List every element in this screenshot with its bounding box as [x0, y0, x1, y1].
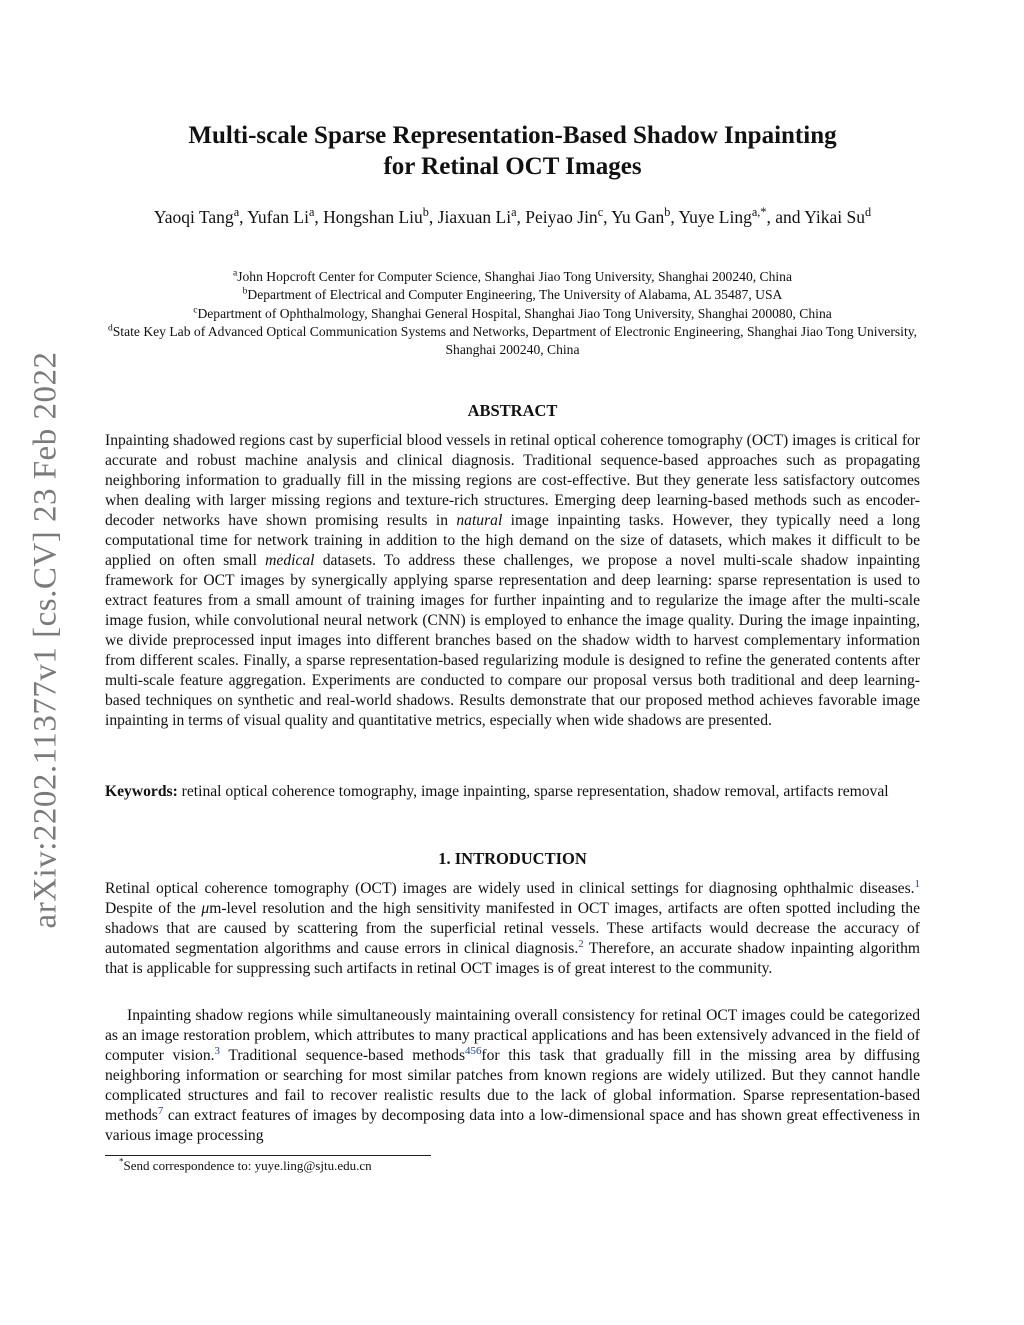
text-span: datasets. To address these challenges, we propose a novel multi-scale shadow inpainting framework for OCT images by synergically applying sparse representation and deep learning: sparse representation is used to extract features from a small amount of training images for further inpainting and to regularize the image after the multi-scale image fusion, while convolutional neural network (CNN) is employed to enhance the image quality. During the image inpainting, we divide preprocessed input images into different branches based on the shadow width to harvest complementary information from different scales. Finally, a sparse representation-based regularizing module is designed to refine the generated contents after multi-scale feature aggregation. Experiments are conducted to compare our proposal versus both traditional and deep learning-based techniques on synthetic and real-world shadows. Results demonstrate that our proposed method achieves favorable image inpainting in terms of visual quality and quantitative metrics, especially when wide shadows are presented. [105, 552, 920, 729]
text-span: μ [201, 900, 210, 917]
text-span: State Key Lab of Advanced Optical Communication Systems and Networks, Department of Electronic Engineering, Shanghai Jiao Tong University, Shanghai 200240, China [112, 323, 918, 358]
abstract-heading: ABSTRACT [467, 401, 558, 420]
affiliation [105, 305, 920, 323]
text-span: retinal optical coherence tomography, image inpainting, sparse representation, shadow removal, artifacts removal [177, 783, 889, 800]
abstract-text [105, 431, 920, 731]
footnote [105, 1158, 372, 1174]
text-span: d [864, 205, 872, 220]
text-span: b [422, 205, 429, 220]
intro-paragraph-1 [105, 879, 920, 979]
text-span: , Yu Gan [603, 207, 665, 227]
text-span: Despite of the [105, 900, 202, 917]
text-span: a [233, 205, 240, 220]
title-line: for Retinal OCT Images [383, 153, 642, 180]
affiliation [105, 286, 920, 304]
citation-ref: 456 [465, 1044, 482, 1057]
footnote-rule [105, 1155, 431, 1156]
paper-title [105, 120, 920, 182]
text-span: a,* [751, 205, 767, 220]
text-span: Yaoqi Tang [153, 207, 234, 227]
text-span: Inpainting shadowed regions cast by superficial blood vessels in retinal optical coherence tomography (OCT) images is critical for accurate and robust machine analysis and clinical diagnosis. Traditional sequence-based approaches such as propagating neighboring information to gradually fill in the missing regions are cost-effective. But they generate less satisfactory outcomes when dealing with larger missing regions and texture-rich structures. Emerging deep learning-based methods such as encoder-decoder networks have shown promising results in [105, 432, 920, 529]
text-span: image inpainting tasks. However, they typically need a long computational time for network training in addition to the high demand on the size of datasets, which makes it difficult to be applied on often small [105, 512, 920, 569]
arxiv-identifier: arXiv:2202.11377v1 [cs.CV] 23 Feb 2022 [27, 351, 64, 929]
affiliation [105, 323, 920, 360]
text-span: Keywords: [105, 783, 178, 800]
text-span: c [597, 205, 604, 220]
text-span: Inpainting shadow regions while simultaneously maintaining overall consistency for retinal OCT images could be categorized as an image restoration problem, which attributes to many practical applications and has been extensively advanced in the field of computer vision. [105, 1007, 920, 1064]
text-span: , Jiaxuan Li [428, 207, 512, 227]
text-span: Department of Ophthalmology, Shanghai General Hospital, Shanghai Jiao Tong University, Shanghai 200080, China [197, 305, 832, 321]
text-span: d [107, 323, 113, 334]
text-span: Retinal optical coherence tomography (OCT) images are widely used in clinical settings for diagnosing ophthalmic diseases. [105, 880, 915, 897]
citation-ref: 2 [578, 937, 584, 950]
text-span: , Hongshan Liu [314, 207, 423, 227]
text-span: can extract features of images by decomposing data into a low-dimensional space and has shown great effectiveness in various image processing [105, 1107, 920, 1144]
text-span: Department of Electrical and Computer Engineering, The University of Alabama, AL 35487, USA [247, 287, 783, 303]
citation-ref: 7 [157, 1104, 164, 1117]
section-heading-introduction: 1. INTRODUCTION [438, 849, 587, 868]
text-span: for this task that gradually fill in the missing area by diffusing neighboring information or searching for most similar patches from known regions are widely utilized. But they cannot handle complicated structures and fail to recover realistic results due to the lack of global information. Sparse representation-based methods [105, 1047, 920, 1124]
text-span: m-level resolution and the high sensitivity manifested in OCT images, artifacts are often spotted including the shadows that are caused by scattering from the superficial retinal vessels. These artifacts would decrease the accuracy of automated segmentation algorithms and cause errors in clinical diagnosis. [105, 900, 920, 957]
text-span: Send correspondence to: yuye.ling@sjtu.edu.cn [123, 1158, 372, 1173]
text-span: Therefore, an accurate shadow inpainting algorithm that is applicable for suppressing such artifacts in retinal OCT images is of great interest to the community. [105, 940, 920, 977]
text-span: b [242, 286, 248, 297]
text-span: a [232, 268, 238, 279]
citation-ref: 1 [914, 877, 920, 890]
text-span: natural [456, 512, 503, 529]
text-span: , Yuye Ling [670, 207, 752, 227]
citation-ref: 3 [214, 1044, 220, 1057]
text-span: , Yufan Li [239, 207, 309, 227]
author-list [105, 206, 920, 228]
text-span: , Peiyao Jin [516, 207, 598, 227]
text-span: a [308, 205, 315, 220]
text-span: c [193, 305, 198, 316]
text-span: a [511, 205, 517, 220]
text-span: medical [265, 552, 315, 569]
affiliations [105, 268, 920, 359]
text-span: Traditional sequence-based methods [220, 1047, 466, 1064]
text-span: John Hopcroft Center for Computer Science, Shanghai Jiao Tong University, Shanghai 200240, China [237, 269, 793, 284]
text-span: * [119, 1156, 124, 1167]
text-span: b [664, 205, 671, 220]
title-line: Multi-scale Sparse Representation-Based Shadow Inpainting [188, 122, 837, 149]
text-span: , and Yikai Su [766, 207, 865, 227]
affiliation [105, 268, 920, 286]
keywords [105, 782, 920, 802]
intro-paragraph-2 [105, 1006, 920, 1146]
